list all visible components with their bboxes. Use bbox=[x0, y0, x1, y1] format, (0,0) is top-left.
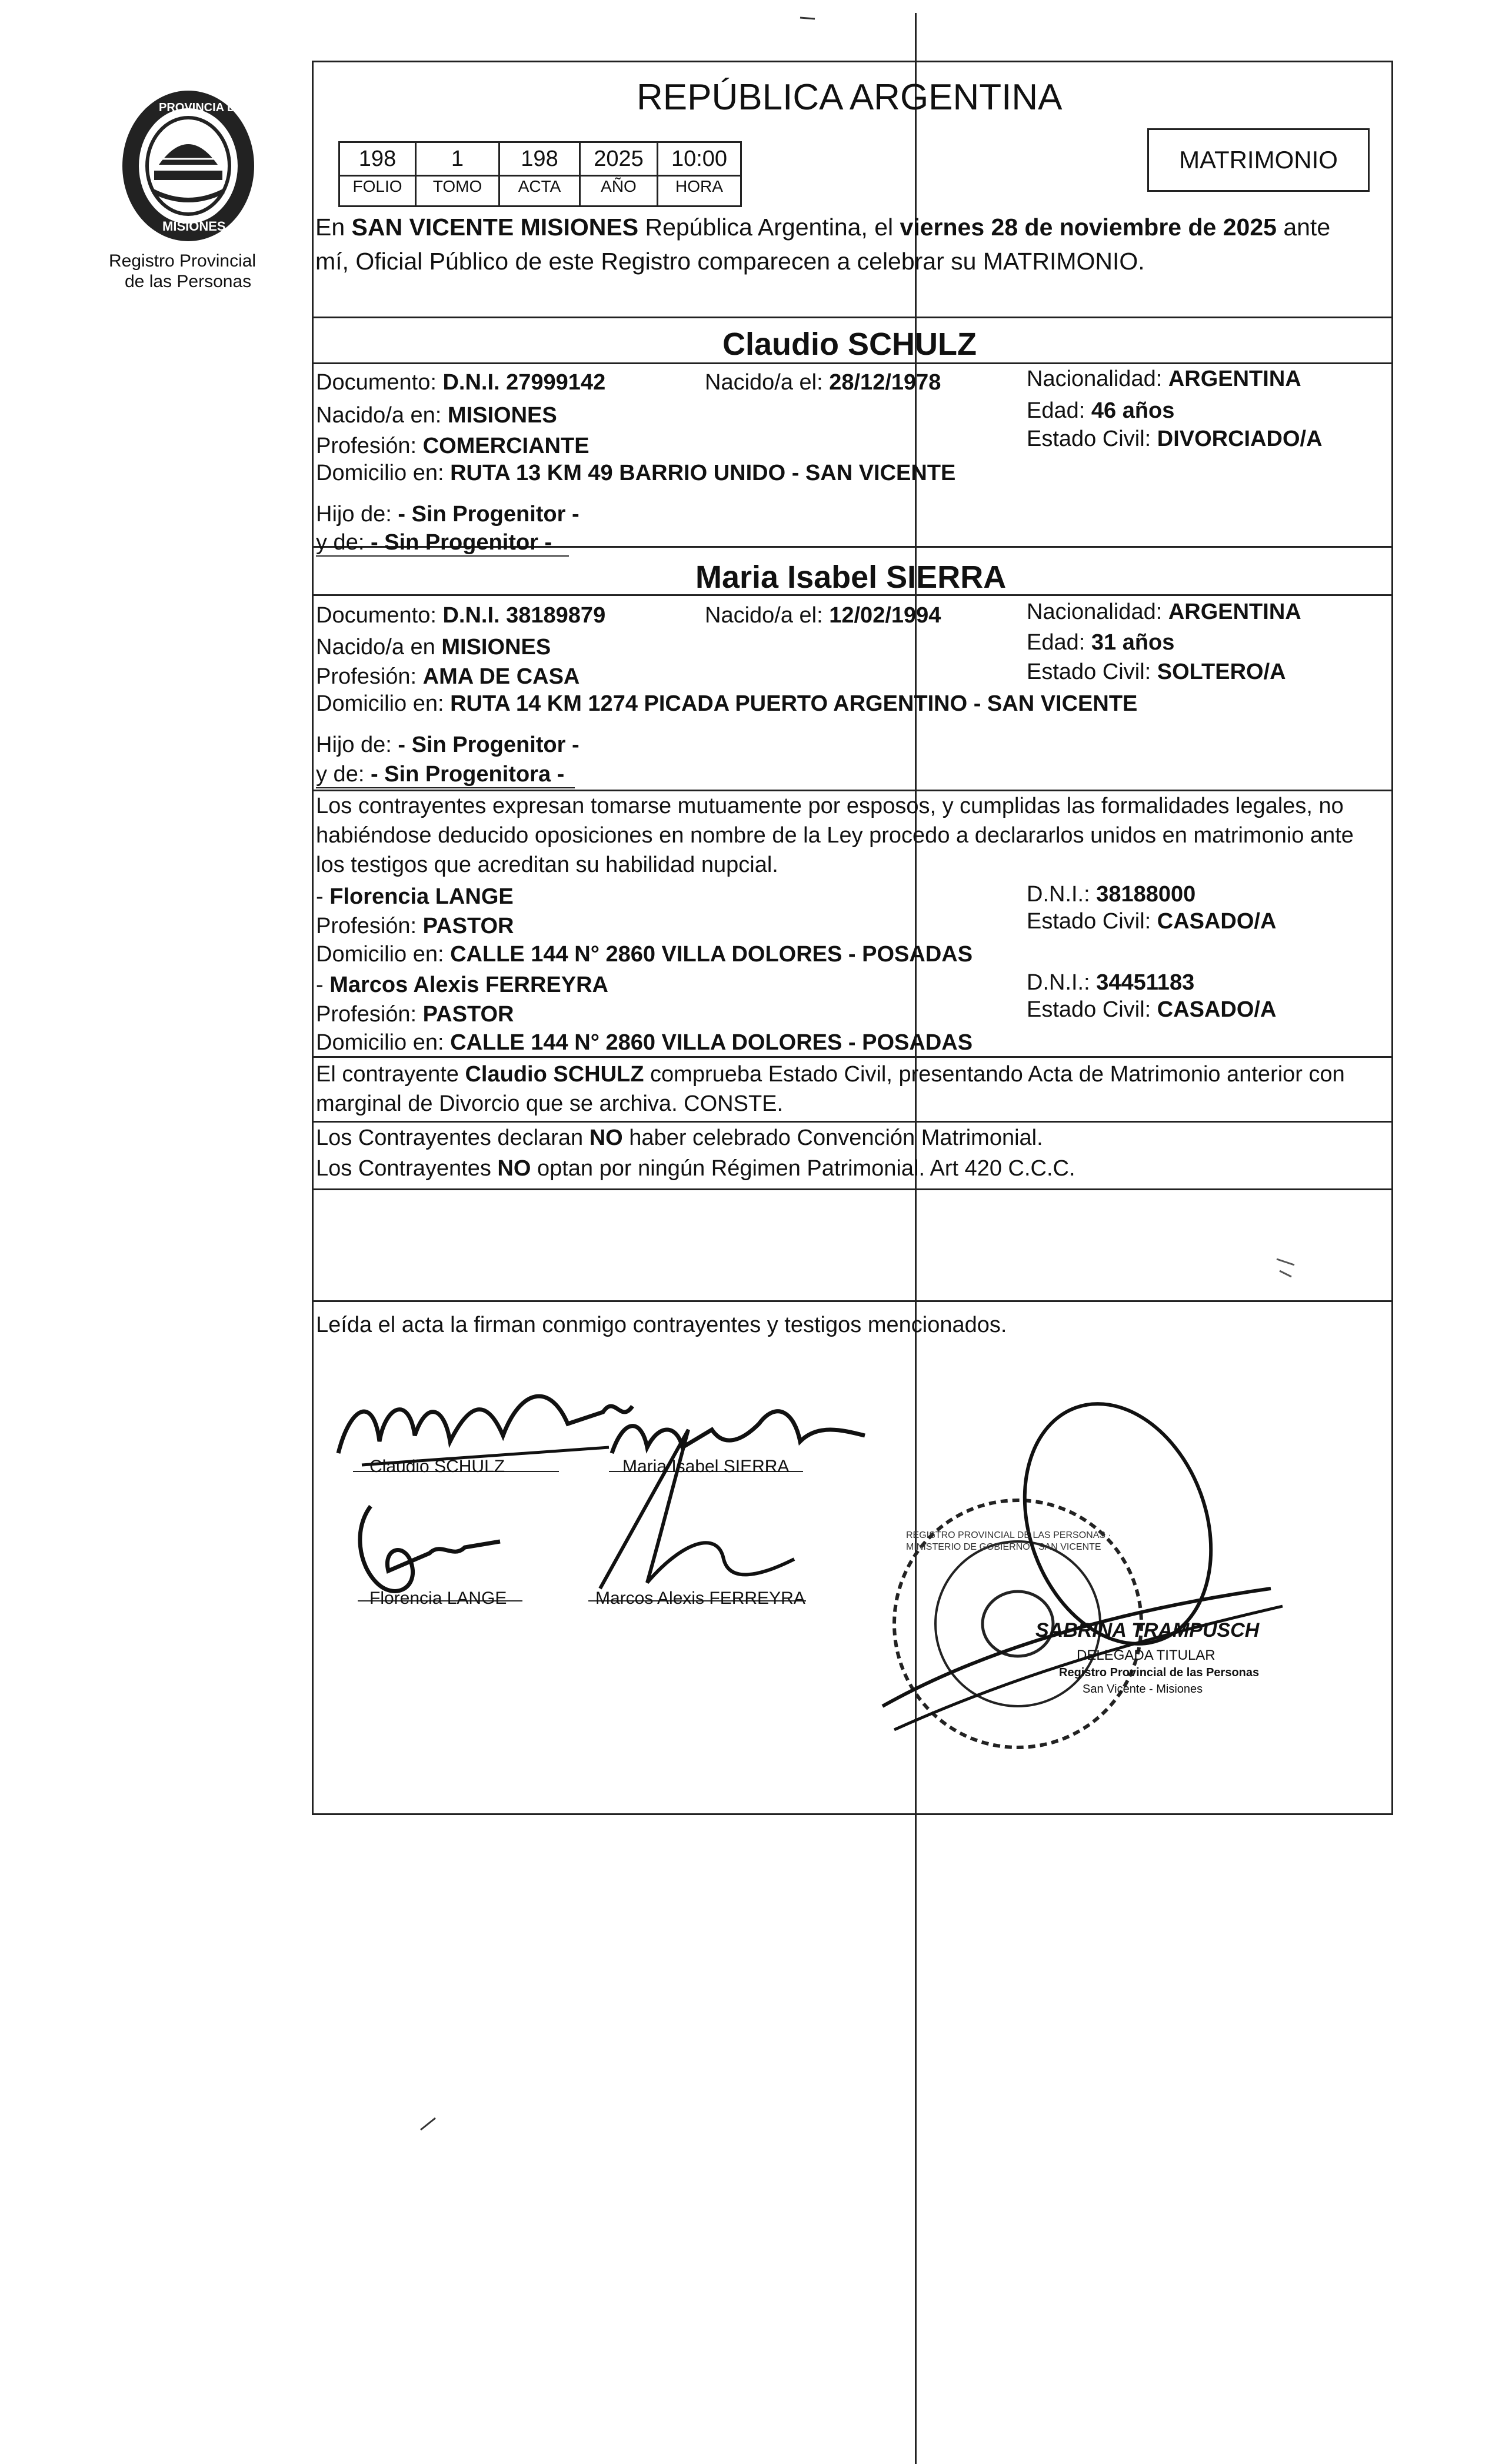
witness-2-name: - Marcos Alexis FERREYRA bbox=[316, 973, 608, 997]
act-type: MATRIMONIO bbox=[1179, 146, 1338, 174]
acta-cell bbox=[498, 141, 581, 207]
ceremony-place: SAN VICENTE MISIONES bbox=[351, 214, 639, 241]
time-label: HORA bbox=[658, 175, 740, 197]
witness-1-profession: Profesión: PASTOR bbox=[316, 914, 514, 938]
registry-name-line1: Registro Provincial bbox=[109, 251, 257, 271]
witness-1-name: - Florencia LANGE bbox=[316, 884, 514, 909]
acta-value: 198 bbox=[521, 146, 558, 171]
note-civil-status: El contrayente Claudio SCHULZ comprueba Estado Civil, presentando Acta de Matrimonio anterior con bbox=[316, 1062, 1345, 1087]
stamp-place: San Vicente - Misiones bbox=[1083, 1683, 1203, 1696]
signature-witness-2 bbox=[565, 1424, 812, 1600]
intro-line-2: mí, Oficial Público de este Registro comparecen a celebrar su MATRIMONIO. bbox=[315, 248, 1145, 275]
underline bbox=[316, 787, 575, 788]
groom-birth-place: Nacido/a en: MISIONES bbox=[316, 403, 557, 428]
bride-nationality: Nacionalidad: ARGENTINA bbox=[1027, 600, 1301, 624]
separator bbox=[312, 1300, 1393, 1302]
groom-name: Claudio SCHULZ bbox=[722, 327, 977, 362]
bride-father: Hijo de: - Sin Progenitor - bbox=[316, 732, 580, 757]
witness-1-dni: D.N.I.: 38188000 bbox=[1027, 882, 1196, 907]
witness-2-dni: D.N.I.: 34451183 bbox=[1027, 970, 1195, 995]
groom-birth-date: Nacido/a el: 28/12/1978 bbox=[705, 370, 941, 395]
bride-birth-place: Nacido/a en MISIONES bbox=[316, 635, 551, 660]
witness-1-civil-status: Estado Civil: CASADO/A bbox=[1027, 909, 1277, 934]
official-stamp-icon bbox=[859, 1400, 1306, 1765]
separator bbox=[312, 1188, 1393, 1190]
act-type-box bbox=[1147, 128, 1370, 192]
logo-text-top: PROVINCIA DE bbox=[159, 101, 244, 114]
groom-document: Documento: D.N.I. 27999142 bbox=[316, 370, 606, 395]
year-value: 2025 bbox=[594, 146, 644, 171]
signature-witness-1-label: Florencia LANGE bbox=[369, 1589, 507, 1608]
closing-text: Leída el acta la firman conmigo contrayentes y testigos mencionados. bbox=[316, 1313, 1007, 1337]
stamp-org: Registro Provincial de las Personas bbox=[1059, 1666, 1260, 1679]
frame-right bbox=[1391, 61, 1393, 1815]
separator bbox=[312, 1121, 1393, 1123]
frame-bottom bbox=[312, 1813, 1393, 1815]
tomo-cell bbox=[415, 141, 500, 207]
frame-top bbox=[312, 61, 1393, 62]
witness-2-profession: Profesión: PASTOR bbox=[316, 1002, 514, 1027]
groom-civil-status: Estado Civil: DIVORCIADO/A bbox=[1027, 427, 1323, 451]
stamp-role: DELEGADA TITULAR bbox=[1077, 1647, 1215, 1663]
folio-label: FOLIO bbox=[340, 175, 415, 197]
registry-name-line2: de las Personas bbox=[125, 272, 252, 291]
note-regime: Los Contrayentes NO optan por ningún Régimen Patrimonial. Art 420 C.C.C. bbox=[316, 1156, 1075, 1181]
folio-value: 198 bbox=[358, 146, 397, 171]
bride-name: Maria Isabel SIERRA bbox=[695, 560, 1007, 595]
frame-left bbox=[312, 61, 314, 1815]
bride-profession: Profesión: AMA DE CASA bbox=[316, 664, 580, 689]
registry-logo bbox=[118, 88, 259, 247]
year-cell bbox=[579, 141, 658, 207]
signature-groom-label: Claudio SCHULZ bbox=[369, 1457, 505, 1476]
folio-cell bbox=[338, 141, 417, 207]
bride-address: Domicilio en: RUTA 14 KM 1274 PICADA PUERTO ARGENTINO - SAN VICENTE bbox=[316, 691, 1138, 716]
stamp-officer: SABRINA TRAMPUSCH bbox=[1035, 1619, 1260, 1641]
groom-address: Domicilio en: RUTA 13 KM 49 BARRIO UNIDO - SAN VICENTE bbox=[316, 461, 956, 485]
underline bbox=[316, 555, 569, 557]
groom-father: Hijo de: - Sin Progenitor - bbox=[316, 502, 580, 527]
stamp-ring-text: REGISTRO PROVINCIAL DE LAS PERSONAS · MINISTERIO DE GOBIERNO · SAN VICENTE bbox=[906, 1530, 1111, 1552]
bride-mother: y de: - Sin Progenitora - bbox=[316, 762, 565, 787]
tomo-value: 1 bbox=[451, 146, 464, 171]
bride-birth-date: Nacido/a el: 12/02/1994 bbox=[705, 603, 941, 628]
bride-civil-status: Estado Civil: SOLTERO/A bbox=[1027, 660, 1286, 684]
witness-2-civil-status: Estado Civil: CASADO/A bbox=[1027, 997, 1277, 1022]
ceremony-date: viernes 28 de noviembre de 2025 bbox=[900, 214, 1277, 241]
acta-label: ACTA bbox=[500, 175, 579, 197]
declaration-line-2: habiéndose deducido oposiciones en nombre de la Ley procedo a declararlos unidos en matrimonio ante bbox=[316, 823, 1354, 848]
declaration-line-1: Los contrayentes expresan tomarse mutuamente por esposos, y cumplidas las formalidades legales, no bbox=[316, 794, 1344, 818]
witness-2-address: Domicilio en: CALLE 144 N° 2860 VILLA DOLORES - POSADAS bbox=[316, 1030, 973, 1055]
separator bbox=[312, 317, 1393, 318]
tomo-label: TOMO bbox=[417, 175, 498, 197]
note-convention: Los Contrayentes declaran NO haber celebrado Convención Matrimonial. bbox=[316, 1126, 1043, 1150]
year-label: AÑO bbox=[581, 175, 657, 197]
note-civil-status-line2: marginal de Divorcio que se archiva. CONSTE. bbox=[316, 1091, 784, 1116]
bride-age: Edad: 31 años bbox=[1027, 630, 1175, 655]
separator bbox=[312, 790, 1393, 791]
declaration-line-3: los testigos que acreditan su habilidad nupcial. bbox=[316, 853, 778, 877]
groom-mother: y de: - Sin Progenitor - bbox=[316, 530, 552, 555]
intro-line-1: En SAN VICENTE MISIONES República Argentina, el viernes 28 de noviembre de 2025 ante bbox=[315, 214, 1331, 241]
country-title: REPÚBLICA ARGENTINA bbox=[637, 77, 1063, 118]
groom-age: Edad: 46 años bbox=[1027, 398, 1175, 423]
bride-document: Documento: D.N.I. 38189879 bbox=[316, 603, 606, 628]
time-value: 10:00 bbox=[671, 146, 728, 171]
witness-1-address: Domicilio en: CALLE 144 N° 2860 VILLA DOLORES - POSADAS bbox=[316, 942, 973, 967]
time-cell bbox=[657, 141, 742, 207]
logo-text-bottom: MISIONES bbox=[162, 219, 226, 234]
groom-profession: Profesión: COMERCIANTE bbox=[316, 434, 590, 458]
signature-witness-2-label: Marcos Alexis FERREYRA bbox=[595, 1589, 805, 1608]
groom-nationality: Nacionalidad: ARGENTINA bbox=[1027, 367, 1301, 391]
signature-bride-label: Maria Isabel SIERRA bbox=[622, 1457, 790, 1476]
